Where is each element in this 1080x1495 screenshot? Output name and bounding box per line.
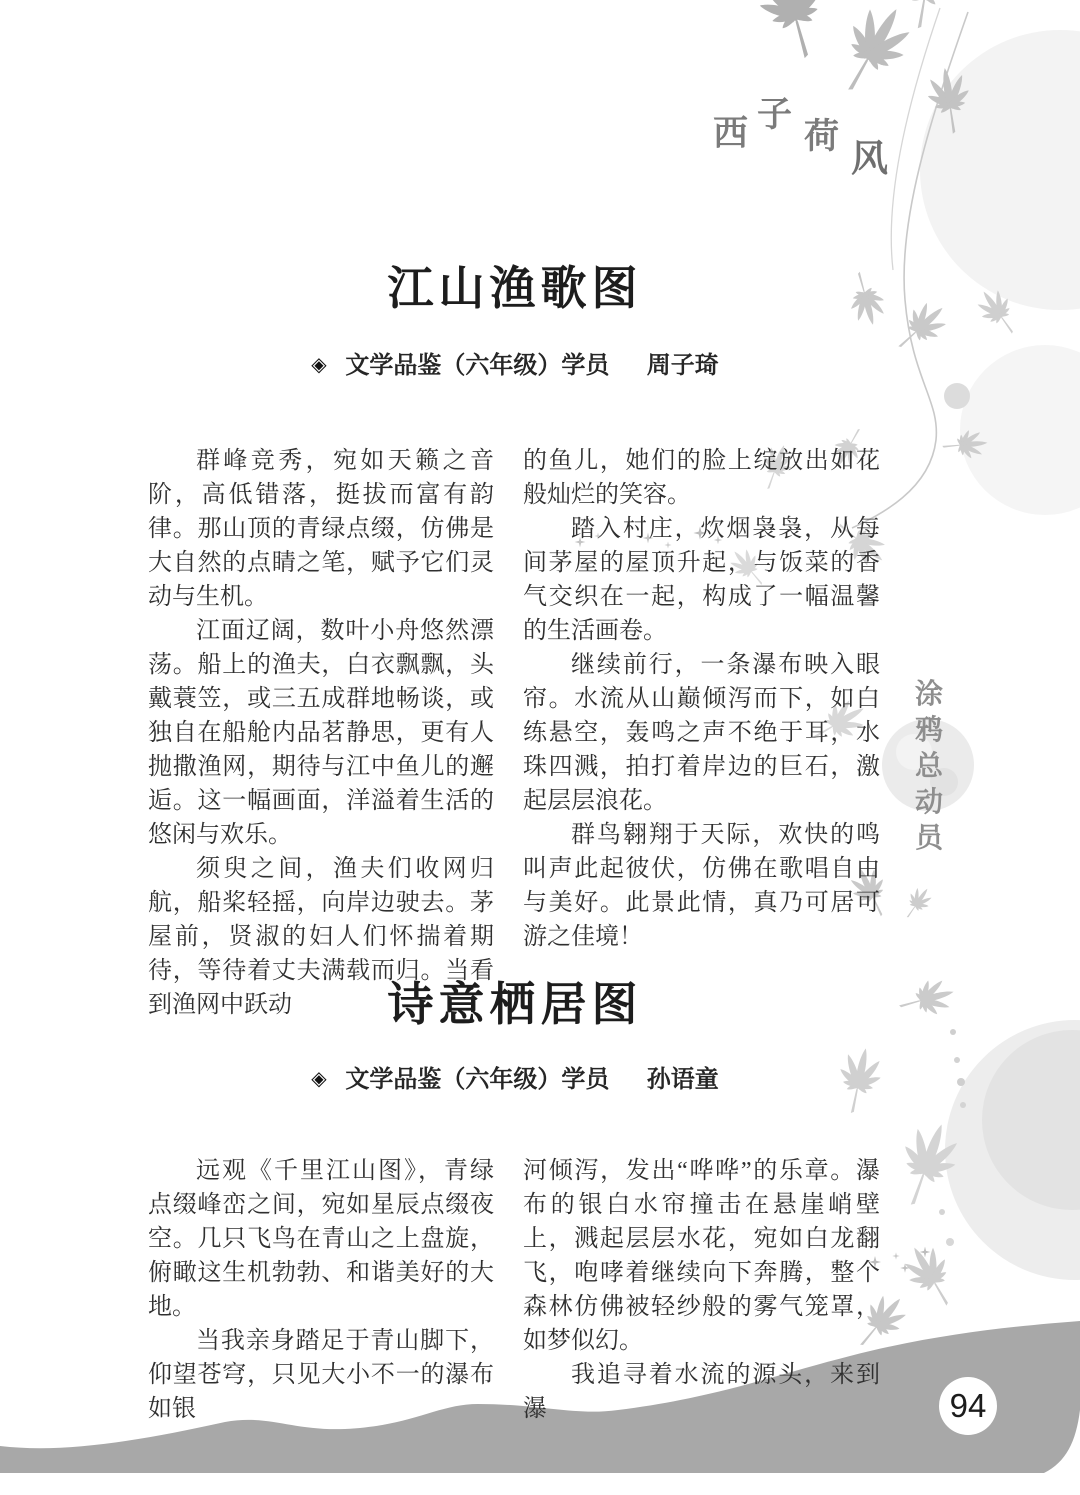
paragraph: 江面辽阔，数叶小舟悠然漂荡。船上的渔夫，白衣飘飘，头戴蓑笠，或三五成群地畅谈，或独自在船舱内品茗静思，更有人抛撒渔网，期待与江中鱼儿的邂逅。这一幅画面，洋溢着生活的悠闲与欢乐。 [148, 618, 494, 848]
side-label-char: 涂 [914, 678, 943, 709]
header-char: 西 [713, 114, 749, 153]
header-char: 风 [851, 138, 888, 179]
paragraph: 远观《千里江山图》，青绿点缀峰峦之间，宛如星辰点缀夜空。几只飞鸟在青山之上盘旋，俯瞰这生机勃勃、和谐美好的大地。 [148, 1158, 494, 1320]
article1-column-left [148, 444, 494, 1022]
article-title: 江山渔歌图 [387, 261, 643, 315]
article2-column-left [148, 1154, 494, 1426]
article-title: 诗意栖居图 [387, 977, 643, 1031]
dot [954, 1057, 960, 1063]
side-label-char: 总 [914, 750, 943, 781]
byline-program: 文学品鉴（六年级）学员 [345, 1066, 610, 1093]
sparkle-icon [892, 1252, 899, 1259]
paragraph: 继续前行，一条瀑布映入眼帘。水流从山巅倾泻而下，如白练悬空，轰鸣之声不绝于耳，水珠四溅，拍打着岸边的巨石，激起层层浪花。 [523, 652, 880, 814]
dot [946, 1238, 954, 1246]
soft-dot [944, 383, 970, 409]
dot [960, 1102, 966, 1108]
byline-author: 孙语童 [646, 1066, 719, 1093]
paragraph: 当我亲身踏足于青山脚下，仰望苍穹，只见大小不一的瀑布如银 [148, 1328, 494, 1422]
side-label-char: 动 [914, 786, 943, 817]
byline-program: 文学品鉴（六年级）学员 [345, 352, 610, 379]
paragraph: 须臾之间，渔夫们收网归航，船桨轻摇，向岸边驶去。茅屋前，贤淑的妇人们怀揣着期待，等待着丈夫满载而归。当看到渔网中跃动 [148, 856, 494, 1018]
paragraph: 我追寻着水流的源头，来到瀑 [523, 1362, 880, 1422]
paragraph: 河倾泻，发出“哗哗”的乐章。瀑布的银白水帘撞击在悬崖峭壁上，溅起层层水花，宛如白龙翻飞，咆哮着继续向下奔腾，整个森林仿佛被轻纱般的雾气笼罩，如梦似幻。 [523, 1158, 880, 1354]
article1-byline [140, 352, 890, 381]
page-number: 94 [949, 1387, 987, 1424]
article2-title-row [140, 978, 890, 1031]
byline-author: 周子琦 [646, 352, 719, 379]
diamond-bullet-icon: ◈ [311, 1068, 327, 1090]
header-char: 荷 [804, 117, 840, 156]
dot [957, 1078, 965, 1086]
side-label-char: 员 [914, 822, 943, 853]
paragraph: 群鸟翱翔于天际，欢快的鸣叫声此起彼伏，仿佛在歌唱自由与美好。此景此情，真乃可居可游之佳境！ [523, 822, 880, 950]
article2-column-right [523, 1154, 880, 1426]
side-label-char: 鸦 [914, 714, 943, 745]
maple-leaf-icon [822, 0, 923, 106]
maple-leaf-icon [747, 0, 839, 66]
soft-circle [960, 345, 1080, 515]
diamond-bullet-icon: ◈ [311, 354, 327, 376]
paragraph: 群峰竞秀，宛如天籁之音阶，高低错落，挺拔而富有韵律。那山顶的青绿点缀，仿佛是大自然的点睛之笔，赋予它们灵动与生机。 [148, 448, 494, 610]
dot [950, 1029, 956, 1035]
maple-leaf-icon [893, 0, 958, 33]
article2-byline [140, 1066, 890, 1095]
dot [939, 1209, 945, 1215]
maple-leaf-icon [895, 1237, 967, 1317]
article1-column-right [523, 444, 880, 954]
maple-leaf-icon [886, 293, 956, 361]
article1-title-row [140, 262, 890, 315]
side-column-label [911, 676, 947, 856]
paragraph: 踏入村庄，炊烟袅袅，从每间茅屋的屋顶升起，与饭菜的香气交织在一起，构成了一幅温馨的生活画卷。 [523, 516, 880, 644]
paragraph: 的鱼儿，她们的脸上绽放出如花般灿烂的笑容。 [523, 448, 880, 508]
header-char: 子 [757, 95, 793, 134]
page-number-badge [939, 1377, 997, 1435]
maple-leaf-icon [894, 974, 958, 1025]
maple-leaf-icon [898, 882, 937, 924]
